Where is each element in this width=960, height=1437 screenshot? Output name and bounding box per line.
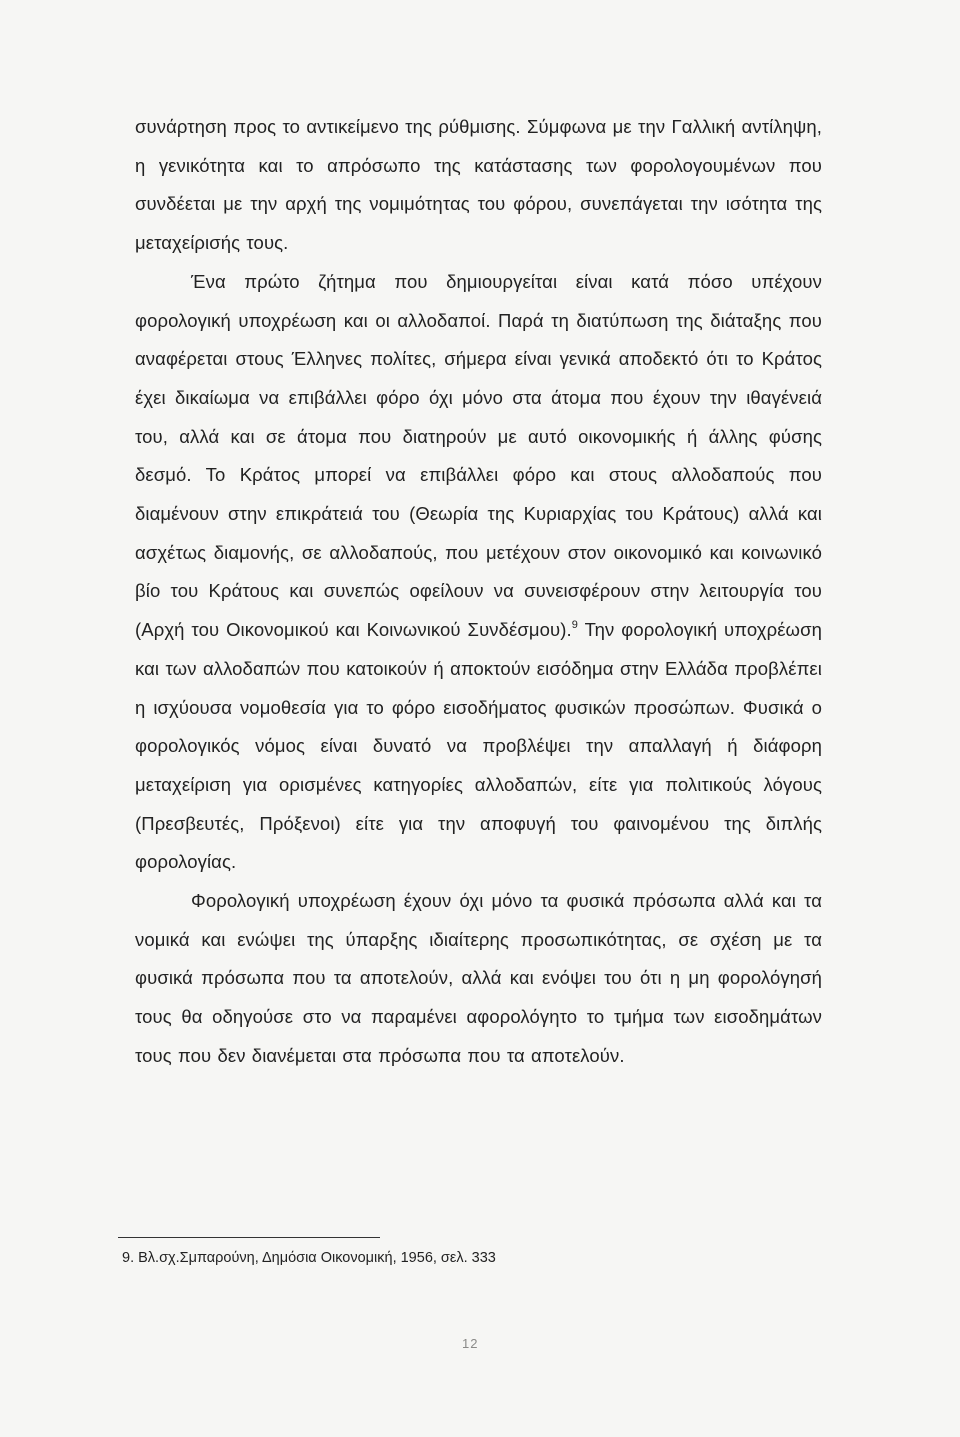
paragraph-1: συνάρτηση προς το αντικείμενο της ρύθμισης. Σύμφωνα με την Γαλλική αντίληψη, η γενικότητα και το απρόσωπο της κατάστασης των φορολογουμένων που συνδέεται με την αρχή της νομιμότητας του φόρου, συνεπάγεται την ισότητα της μεταχείρισής τους.: [135, 116, 822, 254]
footnote: 9. Βλ.σχ.Σμπαρούνη, Δημόσια Οικονομική, 1956, σελ. 333: [122, 1250, 496, 1266]
paragraph-3: Φορολογική υποχρέωση έχουν όχι μόνο τα φυσικά πρόσωπα αλλά και τα νομικά και ενώψει της ύπαρξης ιδιαίτερης προσωπικότητας, σε σχέση με τα φυσικά πρόσωπα που τα αποτελούν, αλλά και ενόψει του ότι η μη φορολόγησή τους θα οδηγούσε στο να παραμένει αφορολόγητο το τμήμα των εισοδημάτων τους που δεν διανέμεται στα πρόσωπα που τα αποτελούν.: [135, 890, 822, 1066]
footnote-divider: [118, 1237, 380, 1238]
page-number: 12: [462, 1336, 479, 1351]
paragraph-2-main: Ένα πρώτο ζήτημα που δημιουργείται είναι κατά πόσο υπέχουν φορολογική υποχρέωση και οι αλλοδαποί. Παρά τη διατύπωση της διάταξης που αναφέρεται στους Έλληνες πολίτες, σήμερα είναι γενικά αποδεκτό ότι το Κράτος έχει δικαίωμα να επιβάλλει φόρο όχι μόνο στα άτομα που έχουν την ιθαγένειά του, αλλά και σε άτομα που διατηρούν με αυτό οικονομικής ή άλλης φύσης δεσμό. Το Κράτος μπορεί να επιβάλλει φόρο και στους αλλοδαπούς που διαμένουν στην επικράτειά του (Θεωρία της Κυριαρχίας του Κράτους) αλλά και ασχέτως διαμονής, σε αλλοδαπούς, που μετέχουν στον οικονομικό και κοινωνικό βίο του Κράτους και συνεπώς οφείλουν να συνεισφέρουν στην λειτουργία του (Αρχή του Οικονομικού και Κοινωνικού Συνδέσμου).: [135, 270, 822, 641]
body-text: [135, 108, 822, 1076]
paragraph-2-rest: Την φορολογική υποχρέωση και των αλλοδαπών που κατοικούν ή αποκτούν εισόδημα στην Ελλάδα προβλέπει η ισχύουσα νομοθεσία για το φόρο εισοδήματος φυσικών προσώπων. Φυσικά ο φορολογικός νόμος είναι δυνατό να προβλέψει την απαλλαγή ή διάφορη μεταχείριση για ορισμένες κατηγορίες αλλοδαπών, είτε για πολιτικούς λόγους (Πρεσβευτές, Πρόξενοι) είτε για την αποφυγή του φαινομένου της διπλής φορολογίας.: [135, 619, 822, 873]
paragraph-2: [135, 263, 822, 882]
footnote-reference: 9: [571, 619, 578, 632]
